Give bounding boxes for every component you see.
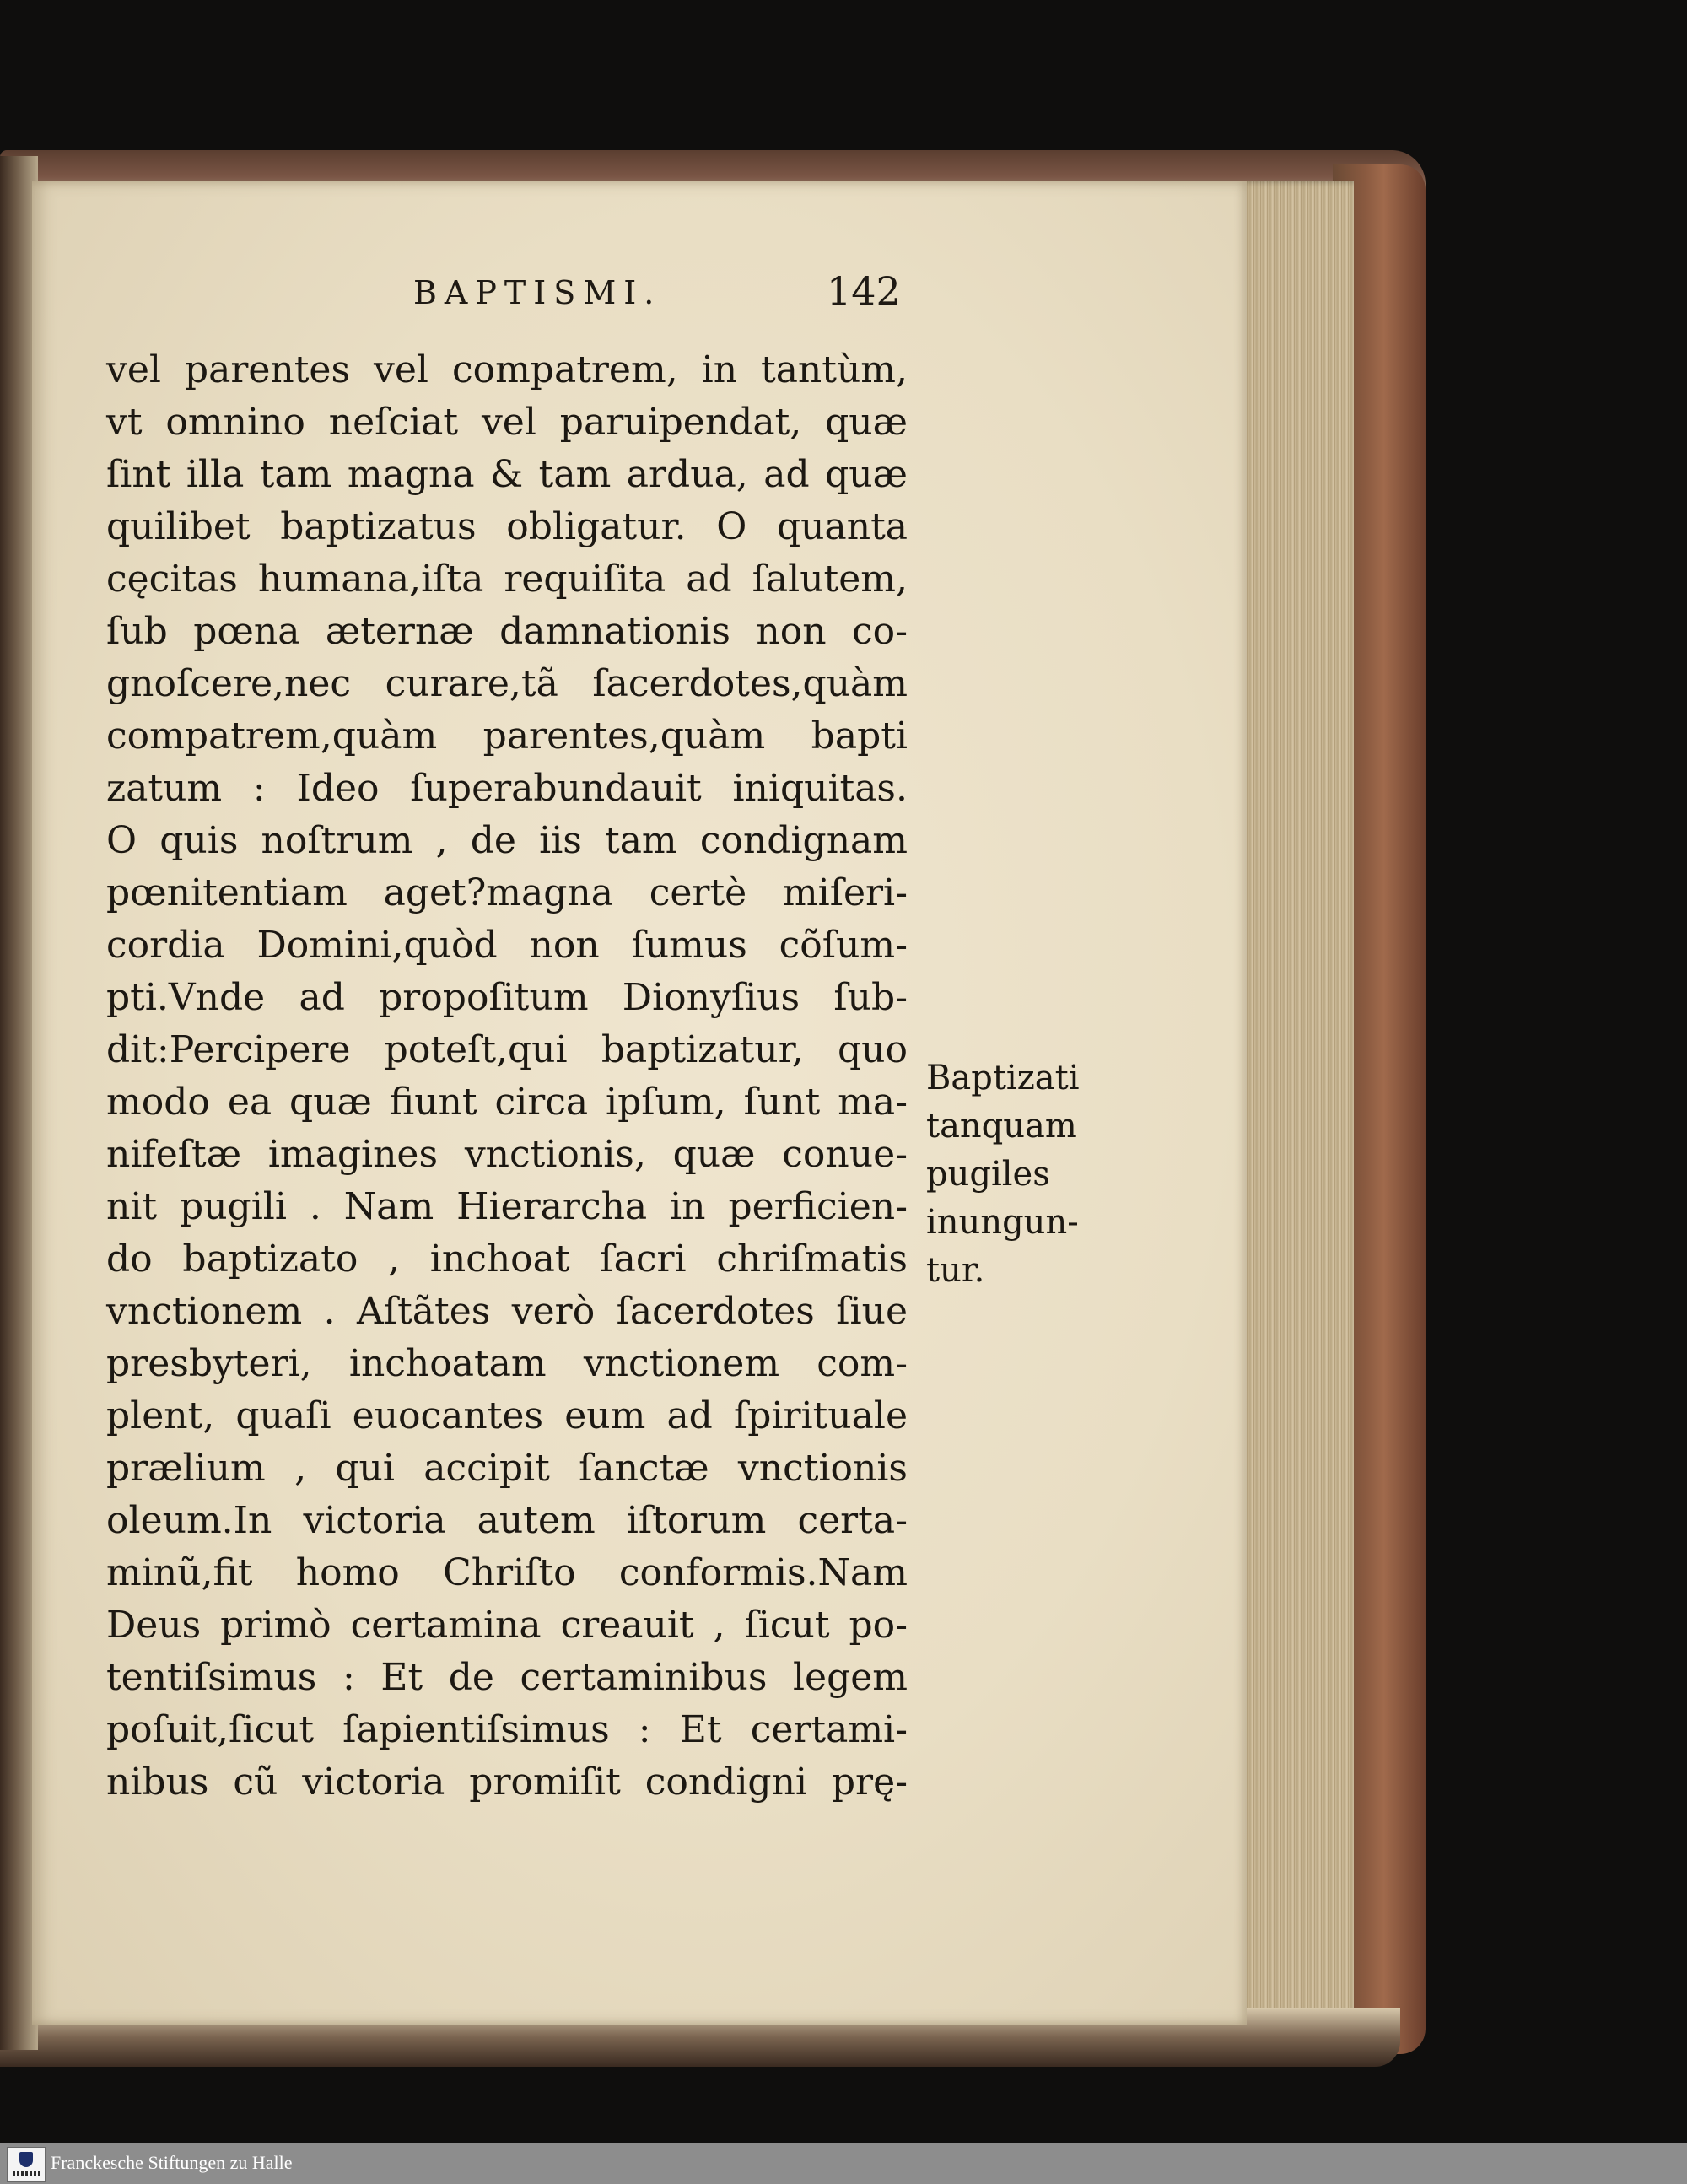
text-line: modo ea quæ fiunt circa ipſum, ſunt ma- [106, 1081, 908, 1124]
text-line: minũ,fit homo Chriſto conformis.Nam [106, 1551, 908, 1594]
text-line: ſub pœna æternæ damnationis non co- [106, 610, 908, 653]
text-line: compatrem,quàm parentes,quàm bapti [106, 715, 908, 758]
text-line: Deus primò certamina creauit , ſicut po- [106, 1604, 908, 1647]
text-line: prælium , qui accipit ſanctæ vnctionis [106, 1447, 908, 1490]
institution-logo-icon [7, 2147, 46, 2182]
body-text [106, 344, 908, 1809]
text-line: poſuit,ſicut ſapientiſsimus : Et certami- [106, 1708, 908, 1751]
text-line: vel parentes vel compatrem, in tantùm, [106, 348, 908, 391]
text-line: ſint illa tam magna & tam ardua, ad quæ [106, 453, 908, 496]
text-line: vt omnino neſciat vel paruipendat, quæ [106, 401, 908, 444]
marginal-note [926, 1054, 1080, 1295]
text-line: dit:Percipere poteſt,qui baptizatur, quo [106, 1028, 908, 1071]
marginal-note-line: inungun- [926, 1203, 1079, 1242]
text-line: pœnitentiam aget?magna certè miſeri- [106, 871, 908, 914]
marginal-note-line: Baptizati [926, 1059, 1080, 1097]
text-line: gnoſcere,nec curare,tã ſacerdotes,quàm [106, 662, 908, 705]
page-number: 142 [827, 268, 901, 314]
footer-institution: Franckesche Stiftungen zu Halle [51, 2152, 293, 2173]
marginal-note-line: tanquam [926, 1107, 1077, 1146]
running-head: BAPTISMI. [413, 274, 662, 311]
text-line: cęcitas humana,iſta requiſita ad ſalutem, [106, 558, 908, 601]
text-line: O quis noſtrum , de iis tam condignam [106, 819, 908, 862]
marginal-note-line: pugiles [926, 1155, 1050, 1194]
text-line: nifeſtæ imagines vnctionis, quæ conue- [106, 1133, 908, 1176]
marginal-note-line: tur. [926, 1251, 985, 1290]
text-line: do baptizato , inchoat ſacri chriſmatis [106, 1238, 908, 1281]
text-line: nibus cũ victoria promiſit condigni prę- [106, 1761, 908, 1804]
text-line: oleum.In victoria autem iſtorum certa- [106, 1499, 908, 1542]
text-line: quilibet baptizatus obligatur. O quanta [106, 505, 908, 548]
text-line: pti.Vnde ad propoſitum Dionyſius ſub- [106, 976, 908, 1019]
text-line: plent, quaſi euocantes eum ad ſpirituale [106, 1394, 908, 1437]
text-line: cordia Domini,quòd non ſumus cõſum- [106, 924, 908, 967]
text-line: presbyteri, inchoatam vnctionem com- [106, 1342, 908, 1385]
text-line: tentiſsimus : Et de certaminibus legem [106, 1656, 908, 1699]
text-line: zatum : Ideo ſuperabundauit iniquitas. [106, 767, 908, 810]
text-line: nit pugili . Nam Hierarcha in perficien- [106, 1185, 908, 1228]
text-line: vnctionem . Aſtãtes verò ſacerdotes ſiue [106, 1290, 908, 1333]
